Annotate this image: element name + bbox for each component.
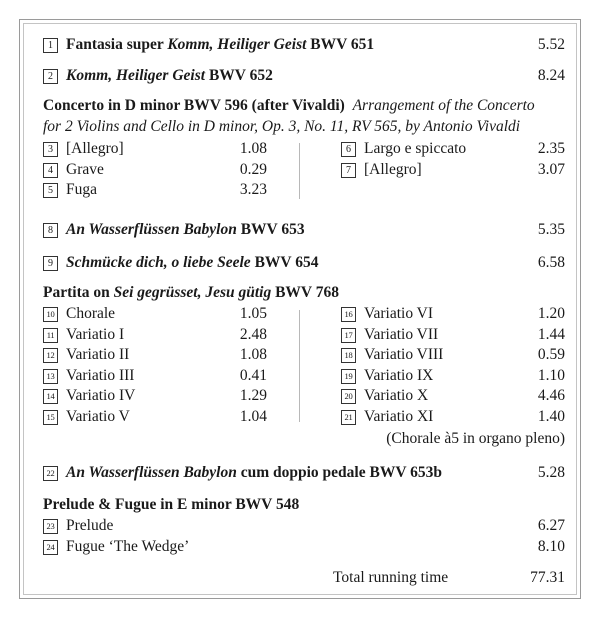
track-14: 14 Variatio IV 1.29 bbox=[43, 386, 267, 407]
track-7: 7 [Allegro] 3.07 bbox=[341, 160, 565, 181]
partita-note: (Chorale à5 in organo pleno) bbox=[386, 430, 565, 447]
partita-right-column bbox=[341, 304, 565, 427]
track-21: 21 Variatio XI 1.40 bbox=[341, 407, 565, 428]
track-number: 1 bbox=[43, 38, 58, 53]
track-11: 11 Variatio I 2.48 bbox=[43, 325, 267, 346]
concerto-description: for 2 Violins and Cello in D minor, Op. 3, No. 11, RV 565, by Antonio Vivaldi bbox=[43, 118, 521, 135]
track-24: 24 Fugue ‘The Wedge’ 8.10 bbox=[43, 536, 565, 558]
track-6: 6 Largo e spiccato 2.35 bbox=[341, 139, 565, 160]
track-time: 6.58 bbox=[537, 254, 565, 271]
track-number: 8 bbox=[43, 223, 58, 238]
track-5: 5 Fuga 3.23 bbox=[43, 180, 267, 201]
track-time: 5.35 bbox=[537, 221, 565, 238]
track-8: 8 An Wasserflüssen Babylon BWV 653 5.35 bbox=[43, 219, 565, 241]
track-23: 23 Prelude 6.27 bbox=[43, 515, 565, 537]
track-18: 18 Variatio VIII 0.59 bbox=[341, 345, 565, 366]
track-time: 6.27 bbox=[537, 517, 565, 534]
concerto-header: Concerto in D minor BWV 596 (after Vivaldi) Arrangement of the Concerto bbox=[43, 97, 535, 114]
column-divider bbox=[299, 310, 300, 422]
track-12: 12 Variatio II 1.08 bbox=[43, 345, 267, 366]
track-2: 2 Komm, Heiliger Geist BWV 652 8.24 bbox=[43, 65, 565, 87]
track-number: 23 bbox=[43, 519, 58, 534]
total-label: Total running time bbox=[333, 569, 449, 586]
track-9: 9 Schmücke dich, o liebe Seele BWV 654 6.58 bbox=[43, 252, 565, 274]
partita-header: Partita on Sei gegrüsset, Jesu gütig BWV 768 bbox=[43, 284, 339, 301]
track-3: 3 [Allegro] 1.08 bbox=[43, 139, 267, 160]
track-time: 8.10 bbox=[537, 538, 565, 555]
column-divider bbox=[299, 143, 300, 199]
track-10: 10 Chorale 1.05 bbox=[43, 304, 267, 325]
track-17: 17 Variatio VII 1.44 bbox=[341, 325, 565, 346]
track-19: 19 Variatio IX 1.10 bbox=[341, 366, 565, 387]
track-number: 2 bbox=[43, 69, 58, 84]
track-number: 22 bbox=[43, 466, 58, 481]
track-13: 13 Variatio III 0.41 bbox=[43, 366, 267, 387]
concerto-left-column bbox=[43, 139, 267, 201]
track-4: 4 Grave 0.29 bbox=[43, 160, 267, 181]
prelude-fugue-header: Prelude & Fugue in E minor BWV 548 bbox=[43, 496, 300, 513]
track-20: 20 Variatio X 4.46 bbox=[341, 386, 565, 407]
track-1: 1 Fantasia super Komm, Heiliger Geist BWV 651 5.52 bbox=[43, 34, 565, 56]
track-time: 8.24 bbox=[537, 67, 565, 84]
track-time: 5.52 bbox=[537, 36, 565, 53]
total-running-time bbox=[333, 567, 565, 589]
track-time: 5.28 bbox=[537, 464, 565, 481]
track-16: 16 Variatio VI 1.20 bbox=[341, 304, 565, 325]
concerto-right-column bbox=[341, 139, 565, 180]
track-number: 9 bbox=[43, 256, 58, 271]
track-22: 22 An Wasserflüssen Babylon cum doppio pedale BWV 653b 5.28 bbox=[43, 462, 565, 484]
partita-left-column bbox=[43, 304, 267, 427]
track-number: 24 bbox=[43, 540, 58, 555]
track-15: 15 Variatio V 1.04 bbox=[43, 407, 267, 428]
total-time: 77.31 bbox=[530, 569, 565, 586]
